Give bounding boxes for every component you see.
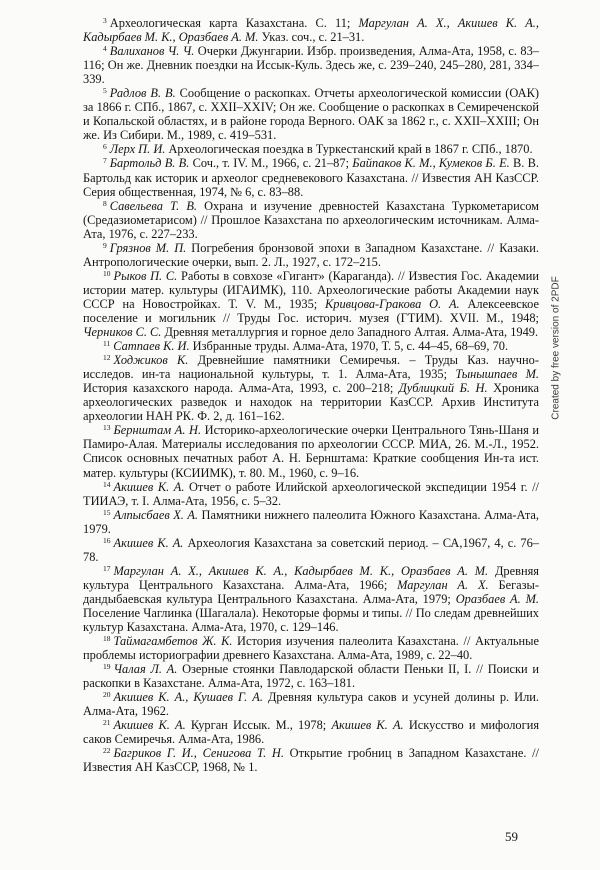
- footnote-text: Археологическая поездка в Туркестанский край в 1867 г. СПб., 1870.: [165, 142, 533, 157]
- footnote-number: 13: [103, 423, 111, 433]
- footnote-number: 8: [103, 198, 107, 208]
- footnote-author: Акишев К. А.: [113, 718, 186, 733]
- footnote-text: Отчет о работе Илийской археологической экспедиции 1954 г. // ТИИАЭ, т. I. Алма-Ата, 1956, с. 5–32.: [83, 479, 539, 508]
- footnote-author: Ходжиков К.: [113, 353, 189, 368]
- footnote: [83, 339, 539, 353]
- footnote-author: Дублицкий Б. Н.: [398, 381, 488, 396]
- footnote-author: Рыков П. С.: [113, 268, 178, 283]
- footnote-text: Очерки Джунгарии. Избр. произведения, Алма-Ата, 1958, с. 83–116; Он же. Дневник поездки на Иссык-Куль. Здесь же, с. 239–240, 245–280, 281, 334–339.: [83, 44, 539, 87]
- footnote-text: Археологическая карта Казахстана. С. 11;: [109, 16, 359, 30]
- footnote-author: Маргулан А. Х., Акишев К. А., Кадырбаев М. К., Оразбаев А. М.: [83, 16, 539, 45]
- footnote-author: Кривцова-Гракова О. А.: [325, 296, 460, 311]
- footnote-author: Акишев К. А.: [331, 718, 404, 733]
- footnote-author: Радлов В. В.: [109, 86, 176, 101]
- footnote-author: Багриков Г. И., Сенигова Т. Н.: [113, 746, 284, 761]
- footnote: [83, 16, 539, 44]
- footnote-author: Сатпаев К. И.: [113, 339, 190, 354]
- footnote-number: 22: [103, 746, 111, 756]
- footnote-author: Чалая Л. А.: [113, 662, 178, 677]
- footnote-number: 7: [103, 156, 107, 166]
- footnote: [83, 199, 539, 241]
- footnotes-list: [83, 16, 539, 775]
- footnote-text: Соч., т. IV. М., 1966, с. 21–87;: [189, 156, 353, 171]
- footnote-text: Алексеевское поселение и могильник // Труды Гос. историч. музея (ГТИМ). XVII. М., 1948;: [83, 296, 539, 325]
- footnote: [83, 86, 539, 142]
- footnote-number: 12: [103, 353, 111, 363]
- footnote: [83, 241, 539, 269]
- footnote-number: 4: [103, 44, 107, 54]
- footnote: [83, 564, 539, 634]
- footnote-number: 15: [103, 507, 111, 517]
- footnote-author: Маргулан А. Х.: [397, 577, 489, 592]
- footnote-author: Акишев К. А., Кушаев Г. А.: [113, 690, 263, 705]
- footnote-text: Охрана и изучение древностей Казахстана Туркометарисом (Средазиометарисом) // Прошлое Казахстана по археологическим источникам. Алма-Ата, 1976, с. 227–233.: [83, 198, 540, 241]
- footnote: [83, 269, 539, 339]
- footnote: [83, 508, 539, 536]
- footnote-number: 20: [103, 690, 111, 700]
- footnote-author: Акишев К. А.: [113, 479, 185, 494]
- page-number: 59: [505, 829, 518, 844]
- footnote-number: 6: [103, 142, 107, 152]
- footnote-author: Савельева Т. В.: [109, 198, 197, 213]
- footnote-author: Лерх П. И.: [109, 142, 166, 157]
- footnote-number: 10: [103, 268, 111, 278]
- footnote: [83, 634, 539, 662]
- footnote-number: 16: [103, 535, 111, 545]
- footnote-number: 18: [103, 634, 111, 644]
- footnote-number: 11: [103, 339, 111, 349]
- footnote-text: Историко-археологические очерки Центрального Тянь-Шаня и Памиро-Алая. Материалы исследования по археологии СССР. МИА, 26. М.-Л., 1952. Список основных печатных работ А. Н. Бернштама: Краткие сообщения Ин-та ист. матер. культуры (КСИИМК), т. 80. М., 1960, с. 9–16.: [83, 423, 539, 480]
- footnote-author: Бернштам А. Н.: [113, 423, 202, 438]
- footnote-text: Работы в совхозе «Гигант» (Караганда). // Известия Гос. Академии истории матер. культуры (ИГАИМК), 110. Археологические работы Академии наук СССР на Новостройках. Т. V. М., 1935;: [83, 268, 539, 311]
- footnote-number: 19: [103, 662, 111, 672]
- footnote: [83, 423, 539, 479]
- footnote-text: Погребения бронзовой эпохи в Западном Казахстане. // Казаки. Антропологические очерки, вып. 2. Л., 1927, с. 172–215.: [83, 240, 539, 269]
- footnote: [83, 142, 539, 156]
- footnote-text: Бегазы-дандыбаевская культура Центрального Казахстана. Алма-Ата, 1979;: [83, 577, 540, 606]
- footnote-text: В. В. Бартольд как историк и археолог средневекового Казахстана. // Известия АН КазССР. Серия общественная, 1974, № 6, с. 83–88.: [83, 156, 539, 199]
- footnote: [83, 480, 539, 508]
- watermark: [550, 276, 576, 420]
- footnote-author: Акишев К. А.: [113, 535, 184, 550]
- footnote-text: История изучения палеолита Казахстана. // Актуальные проблемы историографии древнего Казахстана. Алма-Ата, 1989, с. 22–40.: [83, 634, 539, 663]
- footnote-author: Маргулан А. Х., Акишев К. А., Кадырбаев М. К., Оразбаев А. М.: [113, 563, 489, 578]
- footnote-text: Древнейшие памятники Семиречья. – Труды Каз. научно-исследов. ин-та национальной культуры, т. 1. Алма-Ата, 1935;: [83, 353, 539, 382]
- footnote-author: Валиханов Ч. Ч.: [109, 44, 195, 59]
- footnote-number: 17: [103, 563, 111, 573]
- footnote-text: Искусство и мифология саков Семиречья. Алма-Ата, 1986.: [83, 718, 540, 747]
- footnote-author: Оразбаев А. М.: [455, 591, 539, 606]
- footnote: [83, 662, 539, 690]
- footnote-text: Избранные труды. Алма-Ата, 1970, Т. 5, с. 44–45, 68–69, 70.: [189, 339, 509, 354]
- footnote-text: Поселение Чаглинка (Шагалала). Некоторые формы и типы. // По следам древнейших культур Казахстана. Алма-Ата, 1970, с. 129–146.: [83, 605, 539, 635]
- footnote-number: 3: [103, 16, 107, 25]
- footnote-author: Тынышпаев М.: [455, 367, 539, 382]
- footnote-author: Алпысбаев Х. А.: [113, 507, 199, 522]
- footnote: [83, 156, 539, 198]
- footnote-number: 21: [103, 718, 111, 728]
- footnote-text: Археология Казахстана за советский период. – СА,1967, 4, с. 76–78.: [83, 535, 540, 564]
- footnote-text: Древняя культура Центрального Казахстана. Алма-Ата, 1966;: [83, 563, 540, 592]
- footnote-text: Хроника археологических разведок и находок на территории КазССР. Архив Института археологии НАН РК. Ф. 2, д. 161–162.: [83, 381, 540, 424]
- footnote-text: Древняя культура саков и усуней долины р. Или. Алма-Ата, 1962.: [83, 690, 539, 719]
- footnote: [83, 690, 539, 718]
- footnote-text: Памятники нижнего палеолита Южного Казахстана. Алма-Ата, 1979.: [83, 507, 539, 536]
- footnote-number: 9: [103, 240, 107, 250]
- footnote-author: Черников С. С.: [83, 325, 162, 340]
- footnote-text: Древняя металлургия и горное дело Западного Алтая. Алма-Ата, 1949.: [161, 325, 539, 340]
- watermark-text: Created by free version of 2PDF: [550, 276, 562, 420]
- footnote-text: Озерные стоянки Павлодарской области Пеньки II, I. // Поиски и раскопки в Казахстане. Алма-Ата, 1972, с. 163–181.: [83, 662, 539, 691]
- footnote-author: Бартольд В. В.: [109, 156, 190, 171]
- footnote: [83, 44, 539, 86]
- footnote-text: Открытие гробниц в Западном Казахстане. // Известия АН КазССР, 1968, № 1.: [83, 746, 540, 775]
- footnote-author: Грязнов М. П.: [109, 240, 187, 255]
- footnote-number: 14: [103, 479, 111, 489]
- footnote: [83, 718, 539, 746]
- footnote-text: Сообщение о раскопках. Отчеты археологической комиссии (ОАК) за 1866 г. СПб., 1867, с. XXII–XXIV; Он же. Сообщение о раскопках в Семиреченской и Копальской областях, и в районе города Верного. ОАК за 1862 г., с. XXII–XXIII; Он же. Из Сибири. М., 1989, с. 419–531.: [83, 86, 539, 143]
- footnote-text: Указ. соч., с. 21–31.: [258, 30, 365, 45]
- footnote-text: История казахского народа. Алма-Ата, 1993, с. 200–218;: [83, 381, 399, 396]
- footnote-number: 5: [103, 86, 107, 96]
- footnote-author: Таймагамбетов Ж. К.: [113, 634, 233, 649]
- footnote-author: Байпаков К. М., Кумеков Б. Е.: [352, 156, 510, 171]
- footnote-text: Курган Иссык. М., 1978;: [185, 718, 332, 733]
- footnote: [83, 746, 539, 774]
- footnote: [83, 536, 539, 564]
- footnote: [83, 353, 539, 423]
